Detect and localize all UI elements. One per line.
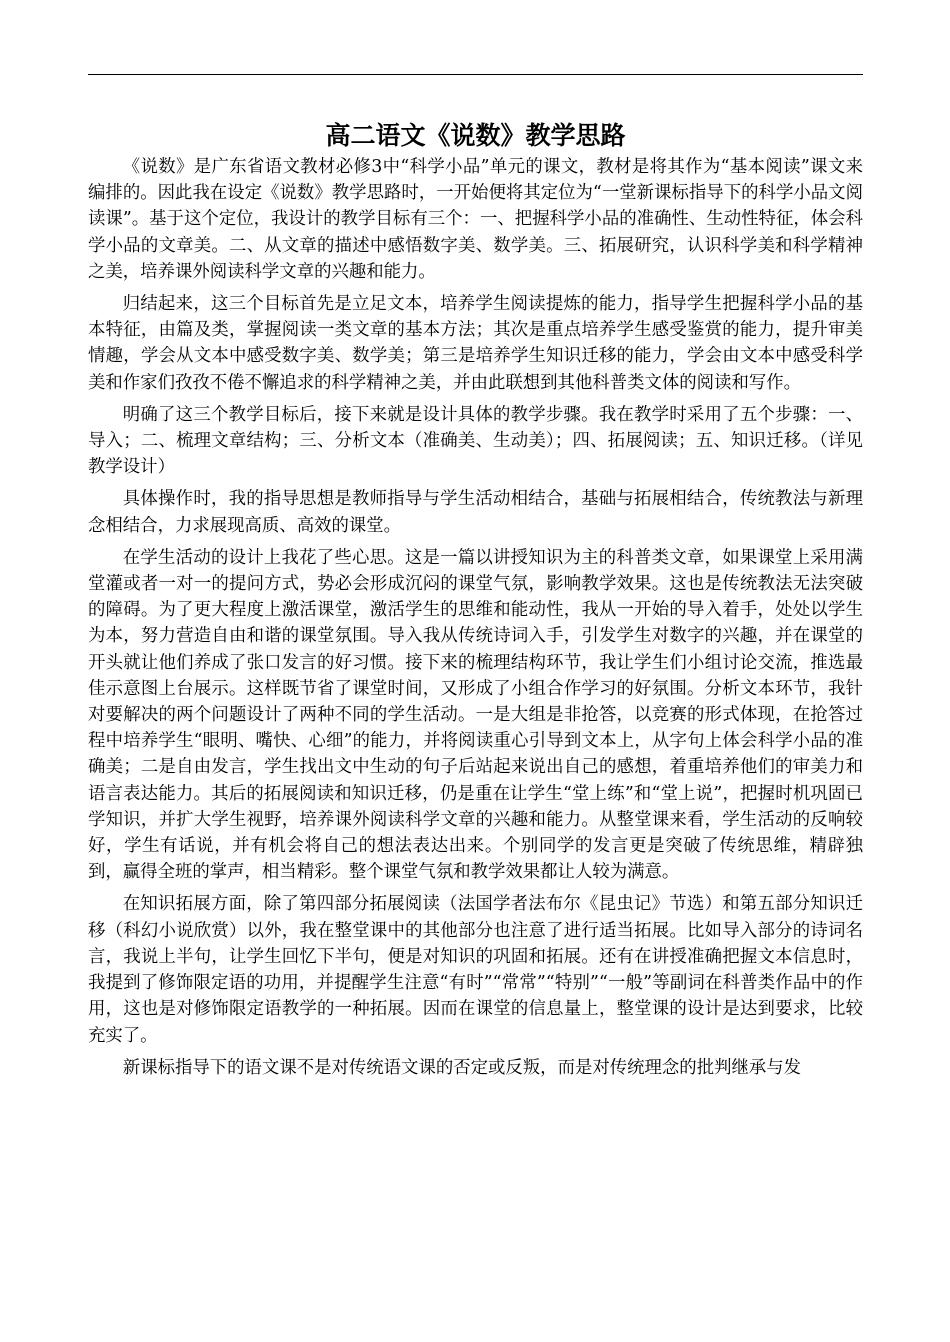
paragraph-5: 在学生活动的设计上我花了些心思。这是一篇以讲授知识为主的科普类文章，如果课堂上采用满堂灌或者一对一的提问方式，势必会形成沉闷的课堂气氛，影响教学效果。这也是传统教法无法突破的障碍。为了更大程度上激活课堂，激活学生的思维和能动性，我从一开始的导入着手，处处以学生为本，努力营造自由和谐的课堂氛围。导入我从传统诗词入手，引发学生对数字的兴趣，并在课堂的开头就让他们养成了张口发言的好习惯。接下来的梳理结构环节，我让学生们小组讨论交流，推选最佳示意图上台展示。这样既节省了课堂时间，又形成了小组合作学习的好氛围。分析文本环节，我针对要解决的两个问题设计了两种不同的学生活动。一是大组是非抢答，以竞赛的形式体现，在抢答过程中培养学生“眼明、嘴快、心细”的能力，并将阅读重心引导到文本上，从字句上体会科学小品的准确美；二是自由发言，学生找出文中生动的句子后站起来说出自己的感想，着重培养他们的审美力和语言表达能力。其后的拓展阅读和知识迁移，仍是重在让学生“堂上练”和“堂上说”，把握时机巩固已学知识，并扩大学生视野，培养课外阅读科学文章的兴趣和能力。从整堂课来看，学生活动的反响较好，学生有话说，并有机会将自己的想法表达出来。个别同学的发言更是突破了传统思维，精辟独到，赢得全班的掌声，相当精彩。整个课堂气氛和教学效果都让人较为满意。 bbox=[88, 547, 863, 883]
paragraph-2: 归结起来，这三个目标首先是立足文本，培养学生阅读提炼的能力，指导学生把握科学小品的基本特征，由篇及类，掌握阅读一类文章的基本方法；其次是重点培养学生感受鉴赏的能力，提升审美情趣，学会从文本中感受数字美、数学美；第三是培养学生知识迁移的能力，学会由文本中感受科学美和作家们孜孜不倦不懈追求的科学精神之美，并由此联想到其他科普类文体的阅读和写作。 bbox=[88, 294, 863, 393]
paragraph-7: 新课标指导下的语文课不是对传统语文课的否定或反叛，而是对传统理念的批判继承与发 bbox=[122, 1057, 802, 1078]
paragraph-4: 具体操作时，我的指导思想是教师指导与学生活动相结合，基础与拓展相结合，传统教法与新理念相结合，力求展现高质、高效的课堂。 bbox=[88, 489, 863, 536]
paragraph-3: 明确了这三个教学目标后，接下来就是设计具体的教学步骤。我在教学时采用了五个步骤：一、导入；二、梳理文章结构；三、分析文本（准确美、生动美）；四、拓展阅读；五、知识迁移。（详见教学设计） bbox=[88, 404, 863, 478]
header-rule bbox=[88, 74, 863, 75]
document-body bbox=[88, 118, 863, 1087]
paragraph-1: 《说数》是广东省语文教材必修3中“科学小品”单元的课文，教材是将其作为“基本阅读”课文来编排的。因此我在设定《说数》教学思路时，一开始便将其定位为“一堂新课标指导下的科学小品文阅读课”。基于这个定位，我设计的教学目标有三个：一、把握科学小品的准确性、生动性特征，体会科学小品的文章美。二、从文章的描述中感悟数字美、数学美。三、拓展研究，认识科学美和科学精神之美，培养课外阅读科学文章的兴趣和能力。 bbox=[88, 157, 863, 282]
document-title: 高二语文《说数》教学思路 bbox=[325, 121, 626, 150]
paragraph-6: 在知识拓展方面，除了第四部分拓展阅读（法国学者法布尔《昆虫记》节选）和第五部分知识迁移（科幻小说欣赏）以外，我在整堂课中的其他部分也注意了进行适当拓展。比如导入部分的诗词名言，我说上半句，让学生回忆下半句，便是对知识的巩固和拓展。还有在讲授准确把握文本信息时，我提到了修饰限定语的功用，并提醒学生注意“有时”“常常”“特别”“一般”等副词在科普类作品中的作用，这也是对修饰限定语教学的一种拓展。因而在课堂的信息量上，整堂课的设计是达到要求，比较充实了。 bbox=[88, 894, 863, 1046]
